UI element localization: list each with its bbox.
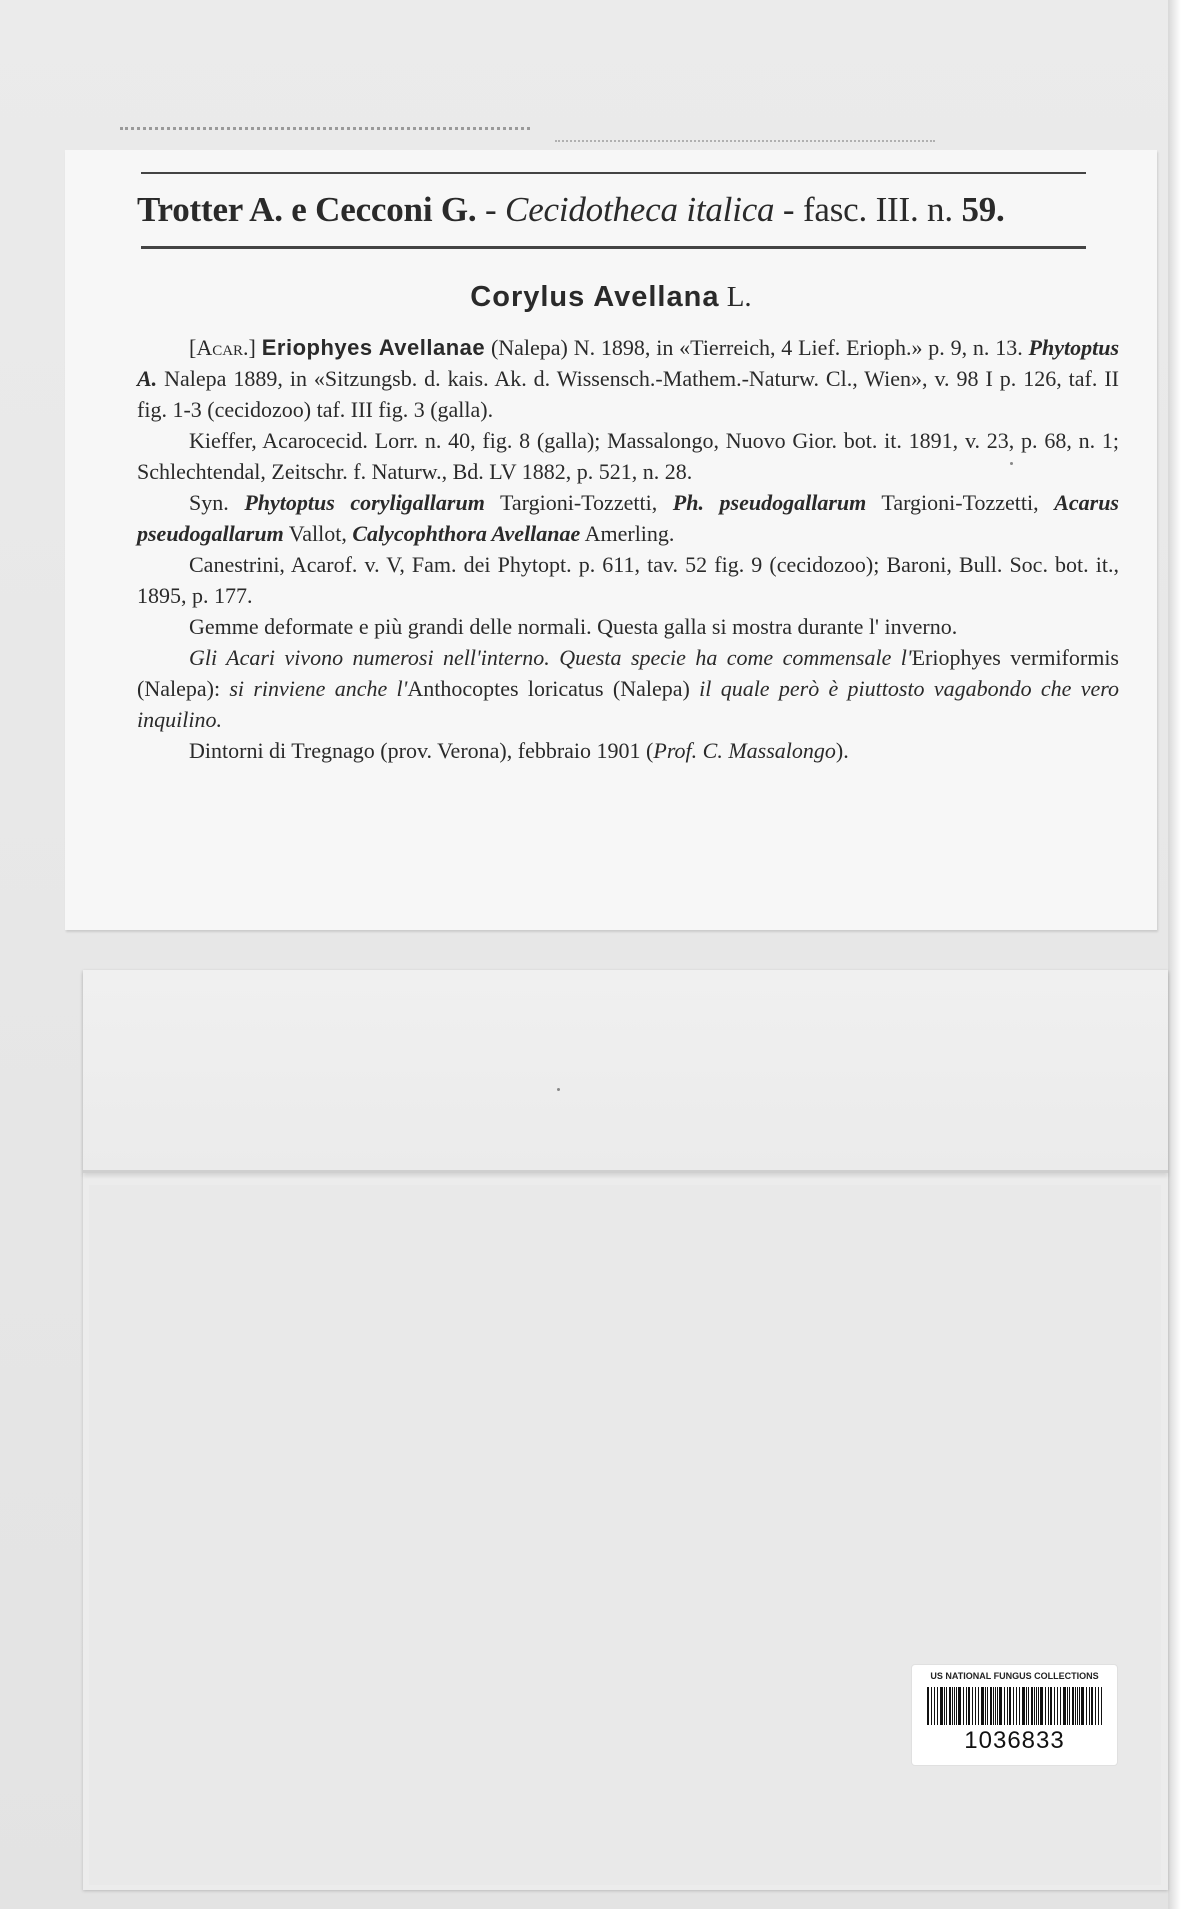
barcode-bar: [1028, 1687, 1029, 1725]
barcode-bar: [927, 1687, 929, 1725]
barcode-bar: [931, 1687, 932, 1725]
host-plant-author: L.: [719, 281, 752, 313]
barcode-bar: [940, 1687, 943, 1725]
citation-text: Nalepa 1889, in «Sitzungsb. d. kais. Ak. d. Wissensch.-Mathem.-Naturw. Cl., Wien», v. 98 I p. 126, taf. II fig. 1-3 (cecidozoo) taf. III fig. 3 (galla).: [137, 366, 1119, 422]
barcode-sticker: [912, 1665, 1117, 1765]
barcode-bar: [949, 1687, 951, 1725]
barcode-bar: [993, 1687, 994, 1725]
barcode-bar: [990, 1687, 992, 1725]
header-series-title: Cecidotheca italica: [505, 190, 775, 229]
packet-flap[interactable]: [83, 970, 1168, 1173]
barcode-bar: [975, 1687, 976, 1725]
locality-text: ).: [835, 738, 849, 763]
paragraph-literature: [137, 549, 1119, 611]
header-separator: -: [774, 190, 803, 229]
barcode-bar: [1019, 1687, 1020, 1725]
barcode-bar: [966, 1687, 967, 1725]
synonym-name: Phytoptus coryligallarum: [244, 490, 485, 515]
barcode-bar: [1086, 1687, 1087, 1725]
label-rule-top: [141, 172, 1086, 174]
description-text: Gemme deformate e più grandi delle normali. Questa galla si mostra durante l' inverno.: [189, 614, 958, 639]
paragraph-references: [137, 425, 1119, 487]
header-number: 59.: [961, 190, 1005, 229]
barcode-icon: [927, 1687, 1102, 1725]
barcode-bar: [1026, 1687, 1027, 1725]
barcode-bar: [1081, 1687, 1084, 1725]
paragraph-synonyms: [137, 487, 1119, 549]
commensal-name: Eriophyes vermiformis: [911, 645, 1119, 670]
paragraph-notes: [137, 642, 1119, 735]
sheet-edge: [1168, 0, 1200, 1909]
synonym-lead: Syn.: [189, 490, 245, 515]
barcode-bar: [958, 1687, 961, 1725]
collector-name: Prof. C. Massalongo: [653, 738, 836, 763]
barcode-bar: [1072, 1687, 1074, 1725]
note-text: si rinviene anche l': [229, 676, 408, 701]
barcode-bar: [995, 1687, 996, 1725]
synonym-name: Phytoptus A.: [137, 335, 1120, 391]
label-header: [137, 184, 1097, 236]
specimen-label: [65, 150, 1157, 930]
barcode-bar: [944, 1687, 945, 1725]
synonym-name: Ph. pseudogallarum: [672, 490, 867, 515]
packet-body: [89, 1185, 1161, 1885]
dotted-line: [555, 140, 935, 142]
speck: [557, 1088, 560, 1091]
barcode-bar: [1016, 1687, 1017, 1725]
paragraph-species: [137, 332, 1119, 425]
header-fascicle: fasc. III. n.: [802, 190, 962, 229]
synonym-name: Acarus pseudogallarum: [137, 490, 1119, 546]
barcode-bar: [1091, 1687, 1093, 1725]
barcode-bar: [1101, 1687, 1102, 1725]
barcode-bar: [1004, 1687, 1005, 1725]
host-plant-name: Corylus Avellana: [470, 281, 720, 313]
barcode-caption: US NATIONAL FUNGUS COLLECTIONS: [930, 1671, 1099, 1681]
reference-text: Canestrini, Acarof. v. V, Fam. dei Phytopt. p. 611, tav. 52 fig. 9 (cecidozoo); Baroni, Bull. Soc. bot. it., 1895, p. 177.: [137, 552, 1119, 608]
header-authors: Trotter A. e Cecconi G.: [137, 190, 477, 229]
barcode-bar: [978, 1687, 979, 1725]
barcode-bar: [1009, 1687, 1011, 1725]
barcode-bar: [1098, 1687, 1099, 1725]
barcode-bar: [1057, 1687, 1058, 1725]
barcode-bar: [946, 1687, 947, 1725]
barcode-bar: [1054, 1687, 1055, 1725]
barcode-bar: [937, 1687, 938, 1725]
gall-maker-name: Eriophyes Avellanae: [261, 335, 486, 360]
citation-text: (Nalepa) N. 1898, in «Tierreich, 4 Lief. Erioph.» p. 9, n. 13.: [485, 335, 1029, 360]
note-text: Gli Acari vivono numerosi nell'interno. Questa specie ha come commensale l': [189, 645, 912, 670]
note-text: (Nalepa): [603, 676, 700, 701]
note-text: (Nalepa):: [137, 676, 230, 701]
barcode-bar: [985, 1687, 986, 1725]
barcode-bar: [1077, 1687, 1078, 1725]
barcode-bar: [956, 1687, 957, 1725]
host-plant-title: [65, 277, 1157, 317]
label-rule-bottom: [141, 246, 1086, 249]
speck: [1010, 462, 1013, 465]
barcode-bar: [1040, 1687, 1043, 1725]
barcode-bar: [1036, 1687, 1037, 1725]
barcode-bar: [999, 1687, 1002, 1725]
paragraph-description: [137, 611, 1119, 642]
barcode-bar: [1045, 1687, 1046, 1725]
barcode-bar: [981, 1687, 984, 1725]
dotted-line: [120, 127, 530, 130]
barcode-bar: [968, 1687, 970, 1725]
group-tag: [Acar.]: [189, 335, 256, 360]
barcode-bar: [1063, 1687, 1066, 1725]
synonym-author: Targioni-Tozzetti,: [866, 490, 1055, 515]
barcode-bar: [1067, 1687, 1068, 1725]
inquiline-name: Anthocoptes loricatus: [407, 676, 604, 701]
barcode-bar: [1038, 1687, 1039, 1725]
barcode-bar: [1007, 1687, 1008, 1725]
barcode-bar: [1050, 1687, 1052, 1725]
synonym-name: Calycophthora Avellanae: [352, 521, 581, 546]
synonym-author: Targioni-Tozzetti,: [484, 490, 673, 515]
locality-text: Dintorni di Tregnago (prov. Verona), febbraio 1901 (: [189, 738, 654, 763]
note-text: il quale però è piuttosto vagabondo che vero inquilino.: [137, 676, 1120, 732]
barcode-bar: [1079, 1687, 1080, 1725]
barcode-bar: [1075, 1687, 1076, 1725]
barcode-bar: [954, 1687, 955, 1725]
synonym-author: Amerling.: [580, 521, 675, 546]
barcode-bar: [1089, 1687, 1090, 1725]
barcode-bar: [1060, 1687, 1061, 1725]
header-separator: -: [476, 190, 506, 229]
barcode-bar: [972, 1687, 973, 1725]
barcode-bar: [1048, 1687, 1049, 1725]
barcode-bar: [934, 1687, 935, 1725]
reference-text: Kieffer, Acarocecid. Lorr. n. 40, fig. 8 (galla); Massalongo, Nuovo Gior. bot. it. 1891, v. 23, p. 68, n. 1; Schlechtendal, Zeitschr. f. Naturw., Bd. LV 1882, p. 521, n. 28.: [137, 428, 1119, 484]
barcode-bar: [1022, 1687, 1025, 1725]
barcode-bar: [1013, 1687, 1014, 1725]
paragraph-locality: [137, 735, 1119, 766]
barcode-bar: [952, 1687, 953, 1725]
barcode-bar: [997, 1687, 998, 1725]
label-body: [137, 332, 1119, 766]
barcode-bar: [963, 1687, 964, 1725]
barcode-bar: [987, 1687, 988, 1725]
barcode-bar: [1095, 1687, 1096, 1725]
barcode-number: 1036833: [964, 1727, 1065, 1754]
barcode-bar: [1031, 1687, 1033, 1725]
barcode-bar: [1034, 1687, 1035, 1725]
synonym-author: Vallot,: [283, 521, 353, 546]
barcode-bar: [1069, 1687, 1070, 1725]
